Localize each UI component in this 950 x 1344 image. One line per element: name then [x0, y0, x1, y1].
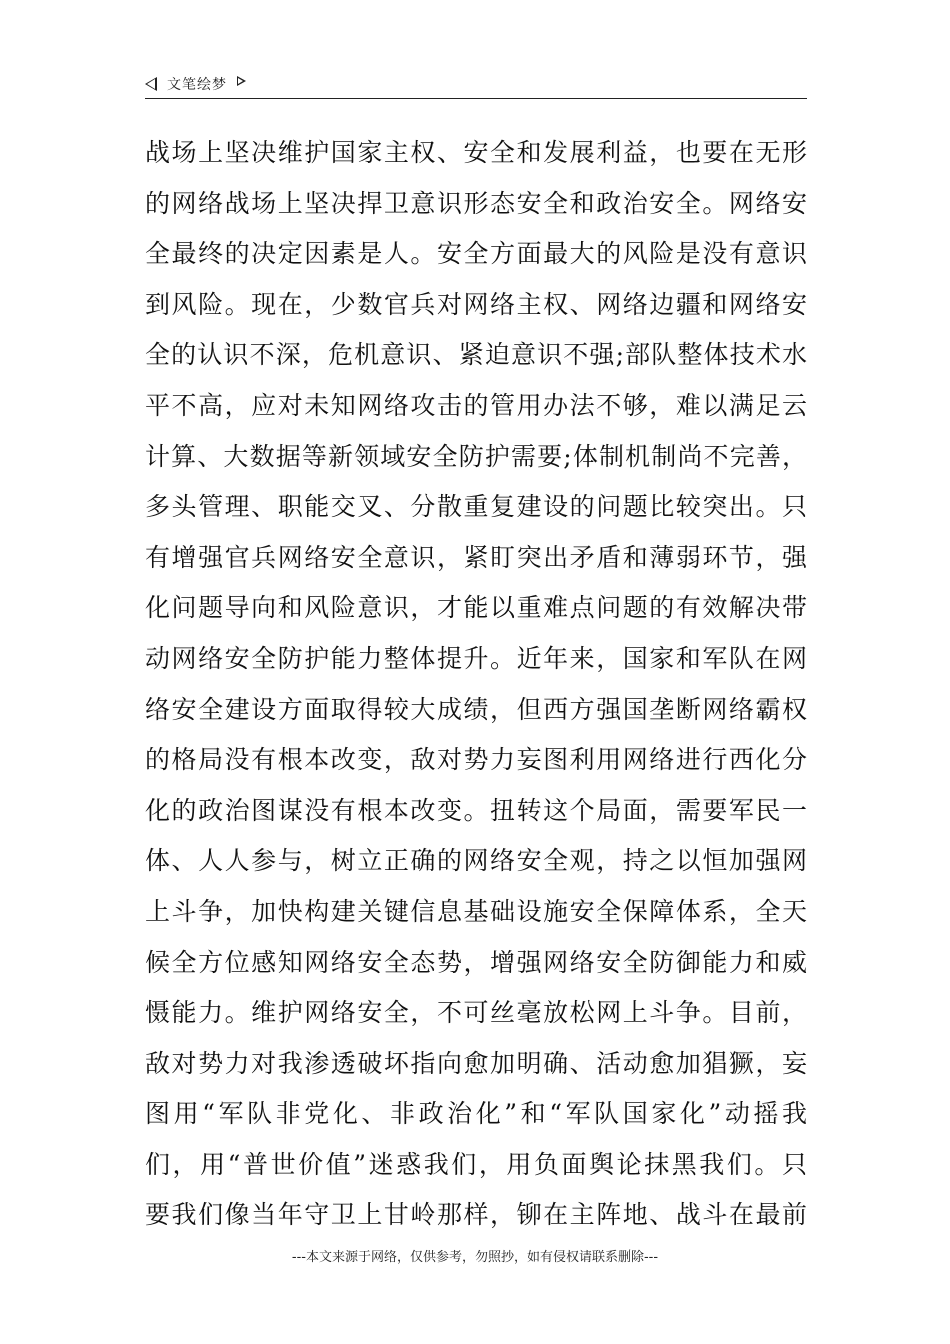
text-line: 的格局没有根本改变，敌对势力妄图利用网络进行西化分: [145, 745, 807, 775]
text-line: 化的政治图谋没有根本改变。扭转这个局面，需要军民一: [145, 795, 807, 825]
text-line: 全最终的决定因素是人。安全方面最大的风险是没有意识: [145, 239, 807, 269]
text-line: 全的认识不深，危机意识、紧迫意识不强;部队整体技术水: [145, 340, 807, 370]
text-line: 上斗争，加快构建关键信息基础设施安全保障体系，全天: [145, 896, 807, 926]
text-line: 有增强官兵网络安全意识，紧盯突出矛盾和薄弱环节，强: [145, 542, 807, 572]
triangle-left-icon: [145, 77, 157, 91]
text-line: 计算、大数据等新领域安全防护需要;体制机制尚不完善，: [145, 441, 807, 471]
text-line: 要我们像当年守卫上甘岭那样，铆在主阵地、战斗在最前: [145, 1200, 807, 1230]
text-line: 候全方位感知网络安全态势，增强网络安全防御能力和威: [145, 947, 807, 977]
text-line: 平不高，应对未知网络攻击的管用办法不够，难以满足云: [145, 390, 807, 420]
text-line: 化问题导向和风险意识，才能以重难点问题的有效解决带: [145, 593, 807, 623]
text-line: 慑能力。维护网络安全，不可丝毫放松网上斗争。目前，: [145, 998, 807, 1028]
text-line: 多头管理、职能交叉、分散重复建设的问题比较突出。只: [145, 492, 807, 522]
text-line: 动网络安全防护能力整体提升。近年来，国家和军队在网: [145, 643, 807, 673]
text-line: 到风险。现在，少数官兵对网络主权、网络边疆和网络安: [145, 289, 807, 319]
header-title: 文笔绘梦: [167, 77, 227, 93]
text-line: 体、人人参与，树立正确的网络安全观，持之以恒加强网: [145, 846, 807, 876]
text-line: 的网络战场上坚决捍卫意识形态安全和政治安全。网络安: [145, 188, 807, 218]
page-header: [145, 70, 807, 99]
text-line: 敌对势力对我渗透破坏指向愈加明确、活动愈加猖獗，妄: [145, 1048, 807, 1078]
text-line: 图用“军队非党化、非政治化”和“军队国家化”动摇我: [145, 1099, 807, 1129]
page-footer: ---本文来源于网络，仅供参考，勿照抄，如有侵权请联系删除---: [291, 1250, 659, 1265]
body-paragraph: [145, 128, 807, 1241]
text-line: 络安全建设方面取得较大成绩，但西方强国垄断网络霸权: [145, 694, 807, 724]
text-line: 战场上坚决维护国家主权、安全和发展利益，也要在无形: [145, 138, 807, 167]
triangle-right-icon: [237, 76, 246, 86]
text-line: 们，用“普世价值”迷惑我们，用负面舆论抹黑我们。只: [145, 1149, 807, 1179]
